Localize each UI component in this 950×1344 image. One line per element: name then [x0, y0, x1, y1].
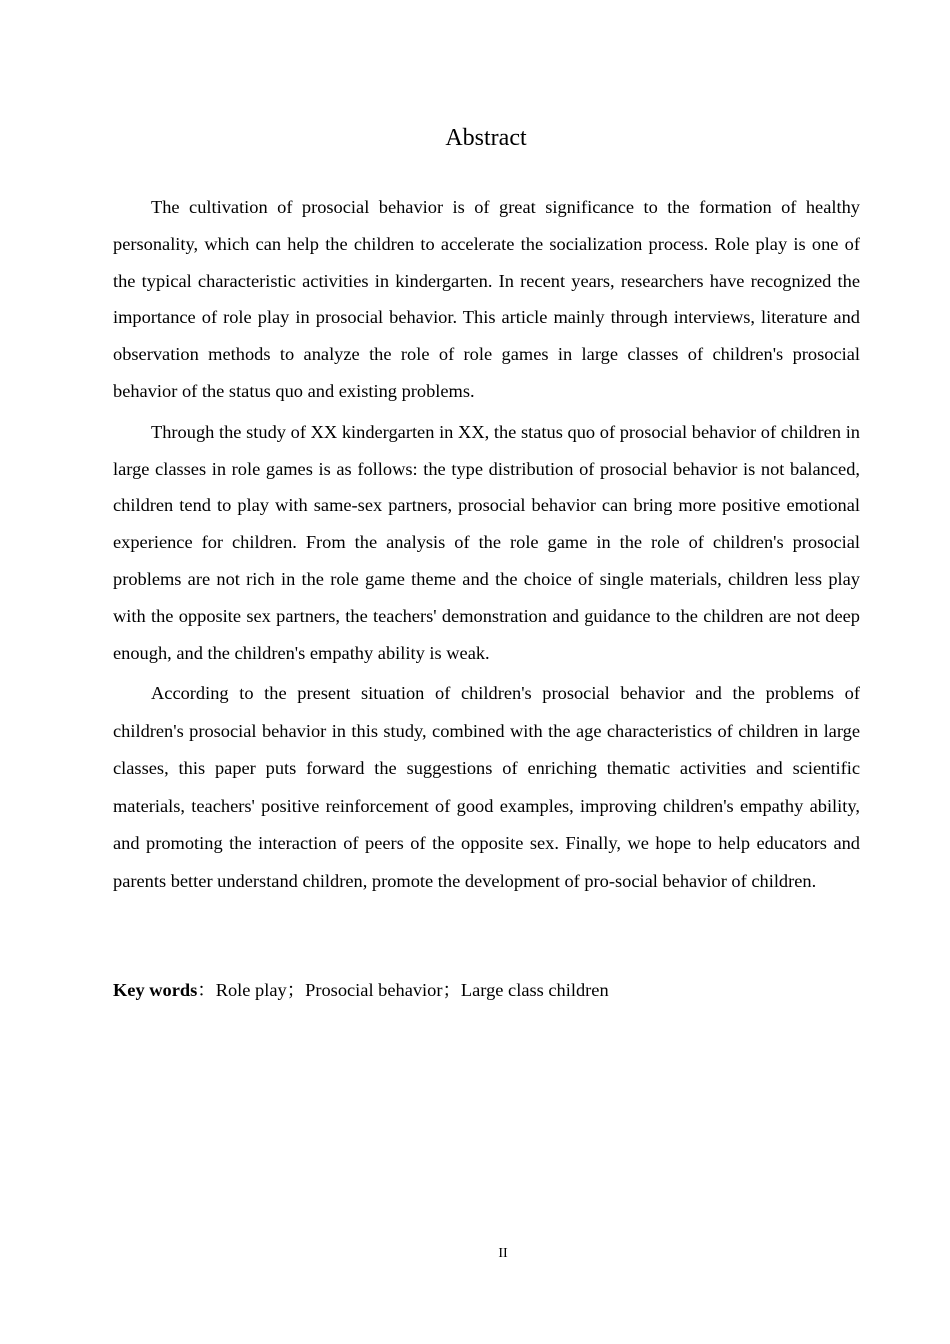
abstract-paragraph-3: According to the present situation of children's prosocial behavior and the problems of children's prosocial behavior in this study, combined with the age characteristics of children in large classes, this paper puts forward the suggestions of enriching thematic activities and scientific materials, teachers' positive reinforcement of good examples, improving children's empathy ability, and promoting the interaction of peers of the opposite sex. Finally, we hope to help educators and parents better understand children, promote the development of pro-social behavior of children.: [113, 683, 860, 891]
keyword-item: Prosocial behavior: [305, 980, 443, 1000]
keyword-separator: ；: [442, 980, 461, 1000]
abstract-paragraph-2: Through the study of XX kindergarten in XX, the status quo of prosocial behavior of children in large classes in role games is as follows: the type distribution of prosocial behavior is not balanced, children tend to play with same-sex partners, prosocial behavior can bring more positive emotional experience for children. From the analysis of the role game in the role of children's prosocial problems are not rich in the role game theme and the choice of single materials, children less play with the opposite sex partners, the teachers' demonstration and guidance to the children are not deep enough, and the children's empathy ability is weak.: [113, 421, 860, 663]
page-number: II: [498, 1246, 508, 1261]
abstract-paragraph-1: The cultivation of prosocial behavior is of great significance to the formation of healthy personality, which can help the children to accelerate the socialization process. Role play is one of the typical characteristic activities in kindergarten. In recent years, researchers have recognized the importance of role play in prosocial behavior. This article mainly through interviews, literature and observation methods to analyze the role of role games in large classes of children's prosocial behavior of the status quo and existing problems.: [113, 197, 860, 401]
keyword-item: Large class children: [460, 980, 609, 1000]
keywords-line: [113, 974, 860, 1006]
abstract-title: Abstract: [445, 125, 527, 151]
keywords-label: Key words: [113, 980, 198, 1000]
keyword-separator: ；: [286, 980, 306, 1000]
keyword-item: Role play: [215, 980, 287, 1000]
keywords-label-separator: ：: [197, 980, 216, 1000]
abstract-body: [113, 189, 860, 900]
